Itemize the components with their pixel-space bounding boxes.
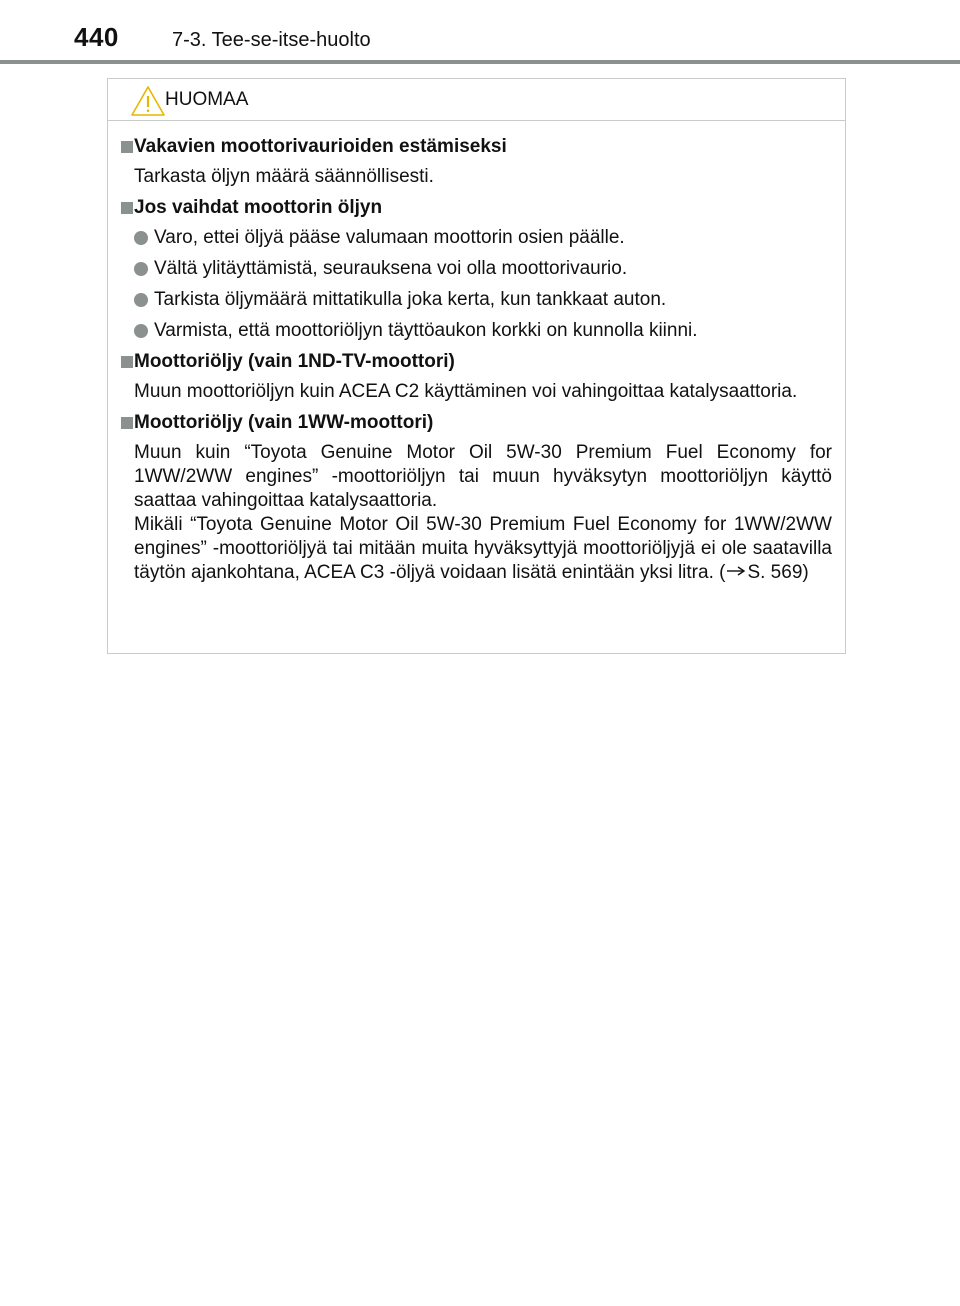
- square-bullet-icon: [121, 417, 133, 429]
- section-oil-1ww: [128, 411, 832, 585]
- header-divider: [0, 60, 960, 64]
- circle-bullet-icon: [134, 293, 148, 307]
- circle-bullet-icon: [134, 262, 148, 276]
- notice-header: [108, 79, 845, 121]
- notice-box: [107, 78, 846, 654]
- section-oil-1nd: [128, 350, 832, 404]
- section-engine-damage: [128, 135, 832, 189]
- page-number: 440: [74, 22, 119, 52]
- square-bullet-icon: [121, 202, 133, 214]
- section-text: Tarkasta öljyn määrä säännöllisesti.: [134, 166, 434, 187]
- paragraph: Mikäli “Toyota Genuine Motor Oil 5W-30 Premium Fuel Economy for 1WW/2WW engines” -moottoriöljyä tai mitään muita hyväksyttyjä moottoriöljyjä ei ole saatavilla täytön ajankohtana, ACEA C3 -öljyä voidaan lisätä enintään yksi litra. ( S. 569): [134, 514, 832, 583]
- list-item: Vältä ylitäyttämistä, seurauksena voi olla moottorivaurio.: [128, 257, 832, 281]
- square-bullet-icon: [121, 356, 133, 368]
- section-heading: Moottoriöljy (vain 1ND-TV-moottori): [134, 351, 455, 372]
- page-reference-link[interactable]: S. 569): [747, 562, 809, 583]
- section-title: 7-3. Tee-se-itse-huolto: [172, 29, 371, 51]
- section-oil-change: [128, 196, 832, 343]
- list-item: Varo, ettei öljyä pääse valumaan moottorin osien päälle.: [128, 226, 832, 250]
- arrow-right-icon: [725, 565, 747, 577]
- list-item: Varmista, että moottoriöljyn täyttöaukon korkki on kunnolla kiinni.: [128, 319, 832, 343]
- circle-bullet-icon: [134, 324, 148, 338]
- paragraph: Muun kuin “Toyota Genuine Motor Oil 5W-30 Premium Fuel Economy for 1WW/2WW engines” -moottoriöljyn tai muun hyväksytyn moottoriöljyn käyttö saattaa vahingoittaa katalysaattoria.: [134, 442, 832, 511]
- section-text: Muun moottoriöljyn kuin ACEA C2 käyttäminen voi vahingoittaa katalysaattoria.: [134, 381, 798, 402]
- section-heading: Jos vaihdat moottorin öljyn: [134, 197, 383, 218]
- section-heading: Vakavien moottorivaurioiden estämiseksi: [134, 136, 507, 157]
- warning-triangle-icon: [130, 85, 166, 117]
- square-bullet-icon: [121, 141, 133, 153]
- page-header: [0, 0, 960, 64]
- section-heading: Moottoriöljy (vain 1WW-moottori): [134, 412, 434, 433]
- notice-title: HUOMAA: [165, 89, 249, 110]
- list-item: Tarkista öljymäärä mittatikulla joka kerta, kun tankkaat auton.: [128, 288, 832, 312]
- notice-body: [128, 135, 832, 592]
- section-text: [128, 441, 832, 585]
- circle-bullet-icon: [134, 231, 148, 245]
